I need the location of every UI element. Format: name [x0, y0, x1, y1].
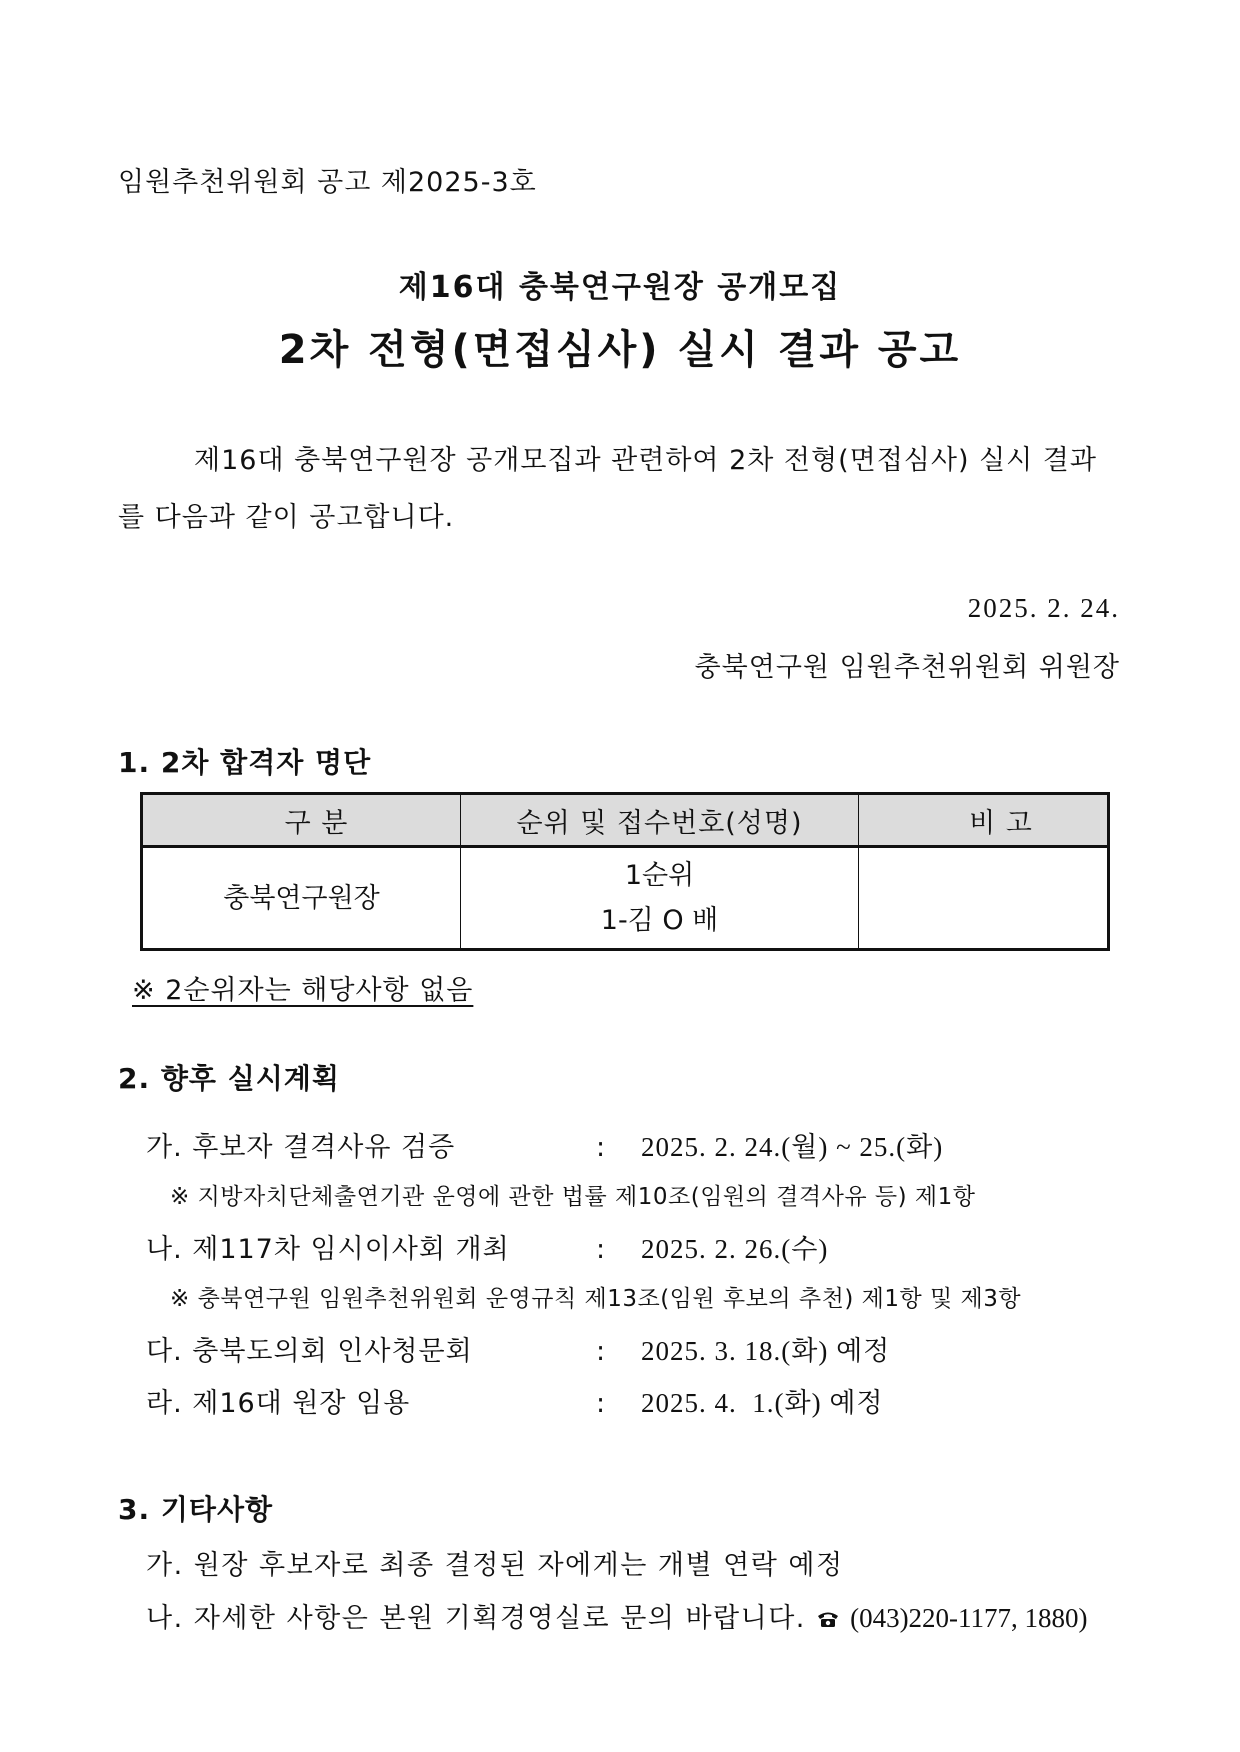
section2-heading: 2. 향후 실시계획 — [118, 1062, 340, 1095]
plan-item-ra — [146, 1381, 883, 1420]
table-note: ※ 2순위자는 해당사항 없음 — [132, 975, 474, 1006]
plan-label: 다. 충북도의회 인사청문회 — [146, 1336, 473, 1367]
table-header-category: 구 분 — [142, 794, 461, 847]
intro-text: 제16대 충북연구원장 공개모집과 관련하여 2차 전형(면접심사) 실시 결과를 다음과 같이 공고합니다. — [118, 445, 1097, 533]
plan-label: 나. 제117차 임시이사회 개최 — [146, 1234, 510, 1265]
plan-subnote-2: ※ 충북연구원 임원추천위원회 운영규칙 제13조(임원 후보의 추천) 제1항 및 제3항 — [170, 1286, 1022, 1312]
plan-colon: : — [596, 1234, 607, 1265]
plan-date: 2025. 2. 24.(월) ~ 25.(화) — [641, 1132, 944, 1162]
telephone-icon — [816, 1603, 850, 1634]
notice-number: 임원추천위원회 공고 제2025-3호 — [118, 167, 537, 198]
plan-label: 가. 후보자 결격사유 검증 — [146, 1132, 456, 1163]
table-header-row — [142, 794, 1109, 847]
page-title: 제16대 충북연구원장 공개모집 — [398, 270, 842, 305]
section3-heading: 3. 기타사항 — [118, 1493, 274, 1526]
cell-remark — [859, 847, 1109, 950]
cell-category: 충북연구원장 — [142, 847, 461, 950]
plan-date: 2025. 4. 1.(화) 예정 — [641, 1388, 884, 1418]
plan-date: 2025. 3. 18.(화) 예정 — [641, 1336, 891, 1366]
announcement-date: 2025. 2. 24. — [967, 593, 1120, 623]
table-row — [142, 847, 1109, 950]
rank-value: 1순위 — [624, 860, 695, 891]
signer: 충북연구원 임원추천위원회 위원장 — [694, 652, 1120, 683]
plan-item-da — [146, 1329, 890, 1368]
cell-rank — [461, 847, 859, 950]
plan-item-na — [146, 1227, 828, 1266]
table-header-remark: 비 고 — [859, 794, 1109, 847]
page-subtitle: 2차 전형(면접심사) 실시 결과 공고 — [278, 327, 962, 373]
result-table — [140, 792, 1110, 951]
plan-colon: : — [596, 1388, 607, 1419]
misc-item-ga: 가. 원장 후보자로 최종 결정된 자에게는 개별 연락 예정 — [146, 1550, 844, 1581]
plan-subnote-1: ※ 지방자치단체출연기관 운영에 관한 법률 제10조(임원의 결격사유 등) 제1항 — [170, 1184, 976, 1210]
plan-label: 라. 제16대 원장 임용 — [146, 1388, 411, 1419]
applicant-value: 1-김 O 배 — [600, 905, 719, 936]
plan-item-ga — [146, 1125, 943, 1164]
plan-colon: : — [596, 1132, 607, 1163]
table-header-rank: 순위 및 접수번호(성명) — [461, 794, 859, 847]
misc-text: 나. 자세한 사항은 본원 기획경영실로 문의 바랍니다. — [146, 1603, 806, 1634]
phone-number: (043)220-1177, 1880) — [850, 1603, 1088, 1633]
section1-heading: 1. 2차 합격자 명단 — [118, 746, 372, 779]
intro-paragraph — [118, 432, 1122, 546]
plan-colon: : — [596, 1336, 607, 1367]
misc-item-na — [146, 1596, 1088, 1635]
plan-date: 2025. 2. 26.(수) — [641, 1234, 829, 1264]
